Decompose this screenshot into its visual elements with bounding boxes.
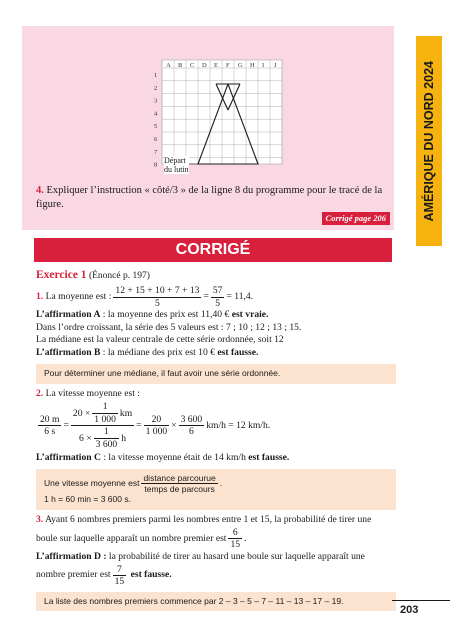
mean-fraction: $\frac{12 + 15 + 10 + 7 + 13}{5}$ bbox=[115, 285, 200, 309]
grid-col-label: F bbox=[226, 62, 230, 69]
prime-list-note: La liste des nombres premiers commence par 2 – 3 – 5 – 7 – 11 – 13 – 17 – 19. bbox=[36, 592, 396, 612]
page-number: 203 bbox=[400, 604, 419, 616]
q1-mean-line: 1. La moyenne est : $\frac{12 + 15 + 10 + 7 + 13}{5}$ = $\frac{57}{5}$ = 11,4. bbox=[36, 285, 254, 309]
grid-col-label: E bbox=[214, 62, 218, 69]
grid-col-label: A bbox=[166, 62, 171, 69]
q3-text: 3. Ayant 6 nombres premiers parmi les nombres entre 1 et 15, la probabilité de tirer une bbox=[36, 514, 372, 526]
corrige-page-link[interactable]: Corrigé page 206 bbox=[322, 212, 390, 225]
affirmation-a: L’affirmation A : la moyenne des prix est 11,40 € est vraie. bbox=[36, 309, 269, 321]
grid-row-label: 6 bbox=[154, 136, 158, 143]
speed-note: Une vitesse moyenne est $\frac{\text{distance parcourue}}{\text{temps de parcours}}$ . 1 h = 60 min = 3 600 s. bbox=[36, 469, 396, 510]
q2-intro: 2. La vitesse moyenne est : bbox=[36, 387, 140, 399]
page-number-rule bbox=[392, 600, 450, 601]
grid-figure bbox=[148, 50, 288, 170]
exercise-title: Exercice 1 (Énoncé p. 197) bbox=[36, 269, 150, 281]
side-tab bbox=[416, 36, 442, 246]
median-note: Pour déterminer une médiane, il faut avoir une série ordonnée. bbox=[36, 364, 396, 384]
correction-content bbox=[36, 268, 396, 615]
sorted-series: Dans l’ordre croissant, la série des 5 valeurs est : 7 ; 10 ; 12 ; 13 ; 15. bbox=[36, 321, 302, 333]
grid-col-label: D bbox=[202, 62, 207, 69]
question-4-text: Expliquer l’instruction « côté/3 » de la ligne 8 du programme pour le tracé de la figure. bbox=[36, 185, 383, 211]
speed-calculation: $\frac{20 m}{6 s}$ = 20 × $\frac{1}{1 000}$ km 6 × $\frac{1}{3 600}$ h = $\frac{20}{1 000}$ × $\frac{3 600}{6}$ km/h = 12 km/h. bbox=[40, 401, 271, 450]
q3-probability-line: boule sur laquelle apparaît un nombre premier est $\frac{6}{15}$ . bbox=[36, 526, 247, 551]
affirmation-d-end: nombre premier est $\frac{7}{15}$ est fausse. bbox=[36, 563, 172, 588]
grid-row-label: 7 bbox=[154, 148, 158, 156]
affirmation-c: L’affirmation C : la vitesse moyenne était de 14 km/h est fausse. bbox=[36, 452, 290, 464]
grid-row-label: 8 bbox=[154, 161, 158, 169]
corrige-banner: CORRIGÉ bbox=[34, 238, 392, 262]
grid-row-label: 2 bbox=[154, 84, 158, 92]
grid-col-label: I bbox=[262, 62, 265, 69]
grid-row-label: 3 bbox=[154, 97, 158, 105]
start-label: Départ du lutin bbox=[164, 156, 189, 175]
affirmation-b: L’affirmation B : la médiane des prix est 10 € est fausse. bbox=[36, 347, 259, 359]
question-4-number: 4. bbox=[36, 185, 44, 196]
question-4 bbox=[36, 184, 386, 213]
grid-col-label: H bbox=[250, 62, 255, 69]
grid-col-label: J bbox=[274, 62, 277, 69]
grid-col-label: G bbox=[238, 62, 243, 69]
side-tab-label: AMÉRIQUE DU NORD 2024 bbox=[421, 60, 436, 222]
affirmation-d: L’affirmation D : la probabilité de tirer au hasard une boule sur laquelle apparaît une bbox=[36, 550, 365, 562]
grid-row-label: 5 bbox=[154, 123, 158, 131]
median-text: La médiane est la valeur centrale de cette série ordonnée, soit 12 bbox=[36, 334, 284, 346]
grid-row-label: 4 bbox=[154, 110, 158, 118]
grid-row-label: 1 bbox=[154, 72, 158, 79]
grid-col-label: C bbox=[190, 62, 195, 69]
grid-col-label: B bbox=[178, 62, 183, 69]
